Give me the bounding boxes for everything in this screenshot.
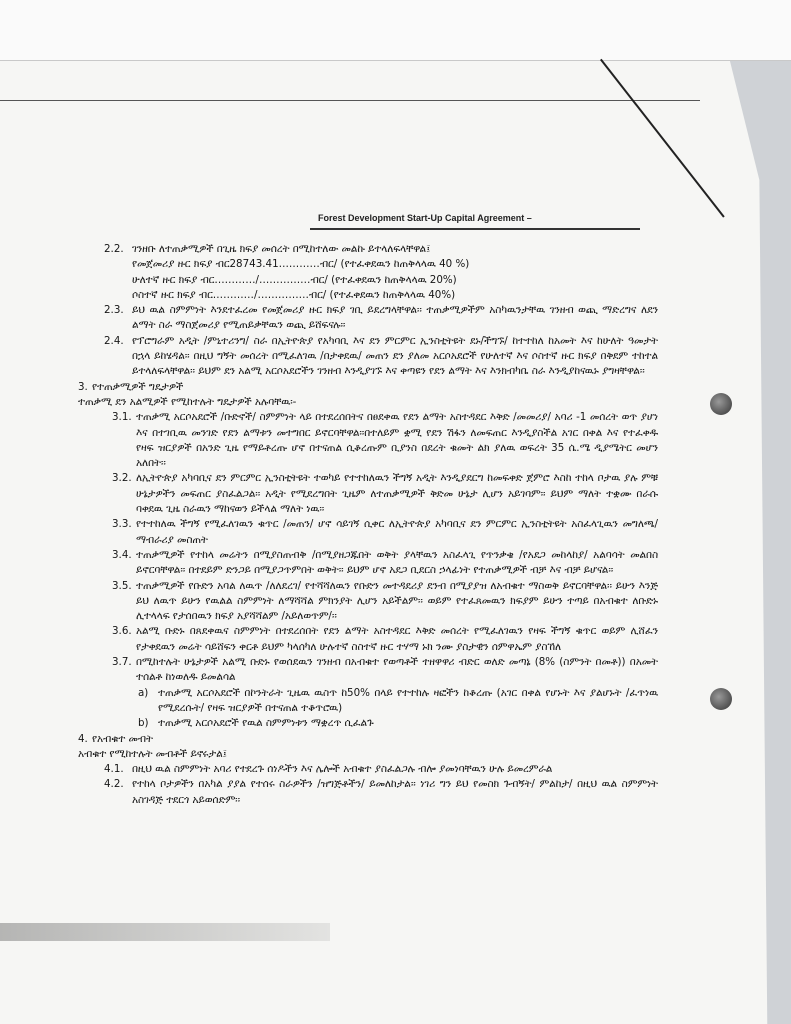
paragraph-text: በዚህ ዉል ስምምነት አባሪ የተደረጉ ሰነዶችን እና ሌሎች አብቁተ ያስፈልጋሉ ብሎ ያመነባቸዉን ሁሉ ይመረምራል: [132, 763, 553, 776]
paragraph: [78, 747, 658, 762]
paragraph-number: 3.7.: [112, 656, 132, 669]
paragraph-text: የአብቁተ መብት: [92, 732, 153, 745]
paragraph-text: ተጠቃሚ አርሶአደሮች በኮንትራት ጊዜዉ ዉስጥ ከ50% በላይ የተተከሉ ዛፎችን ከቆረጡ (አገር በቀል የሆኑት እና ያልሆኑት /ፈጥነዉ የሚደረሱት/ የዛፍ ዝርያዎች በተናጠል ተቆጥሮዉ): [158, 686, 658, 714]
paragraph: [112, 517, 658, 548]
page-fold-line: [0, 100, 700, 101]
paragraph-number: 2.3.: [104, 304, 124, 317]
agreement-body: [78, 242, 658, 808]
paragraph: [138, 716, 658, 731]
paragraph-number: 4.1.: [104, 763, 124, 776]
paragraph-text: ይህ ዉል ስምምነት እንደተፈረመ የመጀመሪያ ዙር ክፍያ ገቢ ይደረግላቸዋል፡፡ ተጠቃሚዎችም አስካዉንታቸዉ ገንዘብ ወጪ ማድረግና ለደን ልማት ስራ ማስጀመሪያ የሚጠይቃቸዉን ወጪ ይሸፍናሉ፡፡: [132, 304, 658, 332]
paragraph: [78, 395, 658, 410]
scan-smudge: [0, 923, 330, 941]
paragraph-text: ተጠቃሚዎች የቡድን አባል ለዉጥ /ለለደረገ/ የተሻሻለዉን የቡድን መተዳደሪያ ደንብ በሚያያዝ ለአብቁተ ማስወቅ ይኖርባቸዋል፡፡ ይሁን እንጅ ይህ ለዉጥ ይሁን የዉልል ስምምነት ለማሻሻል ምክንያት ሊሆን አይችልም፡፡ ወይም የተፈጸመዉን ክፍያም ይሁን ተጣይ በአብቁተ ለቡድኑ ሊተላላፍ የታሰበዉን ክፍያ አያሻሻልም /አይለወጥም/፡፡: [136, 579, 658, 623]
paragraph-text: ገንዘቡ ለተጠቃሚዎች በጊዜ ክፍያ መሰረት በሚከተለው መልኩ ይተላለፍላቸዋል፤: [132, 243, 431, 255]
punch-hole: [710, 393, 732, 415]
paragraph-text: የተተከለዉ ችግኝ የሚፈለገዉን ቁጥር /መጠን/ ሆኖ ሳይገኝ ሲቀር ለኢትዮጵያ አካባቢና ደን ምርምር ኢንስቲትዩት አስፈላጊዉን መግለጫ/ማብራሪያ መስጠት: [136, 518, 658, 546]
paragraph: [132, 288, 658, 303]
paragraph-number: 3.: [78, 380, 88, 393]
header-rule: [310, 228, 640, 230]
paragraph: [104, 762, 658, 777]
paragraph: [112, 471, 658, 517]
paragraph-text: አልሚ ቡድኑ በጸደቀዉና ስምምነት በተደረሰበት የደን ልማት አስተዳደር እቅድ መሰረት የሚፈለገዉን የዛፍ ችግኝ ቁጥር ወይም ሊሸፈን የታቀደዉን መሬት ሳይሸፍን ቀርቶ ይህም ካላሰካለ ሁሉተኛ ስስተኛ ዙር ተሃማ ኑክ ንሙ ያስታዊን ሰምዋኤም ያስኸለ: [136, 625, 658, 653]
folded-page-edge: [0, 0, 791, 61]
paragraph: [112, 655, 658, 686]
paragraph-number: 3.5.: [112, 579, 132, 592]
paragraph-text: የፕሮግራም አዲት /ምኒተሪንግ/ ስራ በኢትዮጵያ የአካባቢ እና ደን ምርምር ኢንስቲትዩት ደኑ/ችግኙ/ ከተተከለ ከአመት እና ከሁለት ዓመታት በኋላ ይከሄዳል፡፡ በዚህ ግኝት መሰረት በሚፈለገዉ /በታቀደዉ/ መጠን ደን ያለመ አርሶአደሮች የሁለተኛ እና ሶስተኛ ዙር ክፍያ በቅደም ተከተል ይተላለፍላቸዋል፡፡ ይህም ደን አልሚ አርሶአደሮችን ገንዘብ እንዲያገኙ እና ቀጣዩን የደን ልማት እና እንክብካቤ ስራ እንዲያከናዉኑ ያግዛቸዋል፡፡: [132, 334, 658, 378]
paragraph-text: አብቁተ የሚከተሉት መብቶች ይኖሩታል፤: [78, 747, 227, 760]
paragraph: [112, 579, 658, 625]
paragraph-number: 3.6.: [112, 625, 132, 638]
paragraph: [104, 777, 658, 808]
paragraph-number: 3.2.: [112, 472, 132, 485]
paragraph-number: 3.4.: [112, 548, 132, 561]
paragraph: [112, 624, 658, 655]
paragraph: [104, 334, 658, 380]
punch-hole: [710, 688, 732, 710]
paragraph-number: 4.2.: [104, 778, 124, 791]
paragraph-text: ተጠቃሚ ደን አልሚዎች የሚከተሉት ግዴታዎች አሉባቸዉ፡-: [78, 395, 297, 408]
paragraph-number: 3.3.: [112, 518, 132, 531]
paragraph: [138, 686, 658, 717]
paragraph: [132, 257, 658, 272]
paragraph-text: ተጠቃሚ አርሶአደሮች /ቡድኖች/ ስምምነት ላይ በተደረሰበትና በፀደቀዉ የደን ልማት አስተዳደር እቅድ /መመሪያ/ አባሪ -1 መሰረት ወጥ ያሆነ እና በተገቢዉ መንገድ የደን ልማቱን መተግበር ይኖርባቸዋል፡፡በተለይም ቋሚ የደን ሽፋን ለመፍጠር እንዲያስችል አገር በቀል እና የተፈቀዱ የዛፍ ዝርያዎች በአንድ ጊዜ የማይቶረጡ ሆኖ በተናጠል ሲቆረጡም ቢያንስ በደረት ቁመት ልክ ያለዉ ወፍረት 35 ሴ.ሜ ዲያሜትር መሆን አለበት፡፡: [136, 411, 658, 470]
paragraph: [78, 380, 658, 395]
paragraph: [112, 548, 658, 579]
paragraph-number: a): [138, 686, 149, 699]
paragraph-text: ሶስተኛ ዙር ክፍያ ብር…………/……………ብር/ (የተፈቀደዉን ከጠቅላላዉ 40%): [132, 288, 456, 301]
paragraph-number: 3.1.: [112, 411, 132, 424]
paragraph-number: 2.4.: [104, 334, 124, 347]
paragraph: [112, 410, 658, 471]
paragraph-text: ተጠቃሚ አርሶአደሮች የዉል ስምምነቱን ማቋረጥ ሲፈልጉ: [158, 717, 374, 730]
paragraph-number: 2.2.: [104, 243, 124, 255]
paragraph-text: የተከላ ቦታዎችን በአካል ያያል የተሰሩ ስራዎችን /ዝግጅቶችን/ ይመለከታል፡፡ ነገሪ ግን ይህ የመስክ ጉብኝት/ ምልከታ/ በዚህ ዉል ስምምነት አስገዳጅ ተደርጎ አይወሰድም፡፡: [132, 778, 658, 806]
paragraph-number: 4.: [78, 732, 88, 745]
paragraph-text: ተጠቃሚዎች የተከላ መሬትን በሚያስጠብቅ /በሚያዘጋጁበት ወቅት ያላቸዉን አስፈላጊ የጥንቃቄ /የአደጋ መከላከያ/ አልባሳት መልበስ ይኖርባቸዋል፡፡ በተደይም ድንጋይ በሚያጋጥምበት ወቅት፡፡ ይህም ሆኖ አደጋ ቢደርስ ኃላፊነት የተጠቃሚዎች ብቻ እና ብቻ ይሆናል፡፡: [136, 548, 658, 577]
paragraph-text: በሚከተሉት ሁኔታዎች አልሚ ቡድኑ የወሰደዉን ገንዘብ በአብቁተ የወጣቶች ተዘዋዋሪ ብድር ወለድ መጣኔ (8% (ስምንት በመቶ)) በአመት ተሰልቶ ከነወለዱ ይመልሳል: [136, 656, 658, 684]
paragraph: [104, 303, 658, 334]
paragraph-text: ለኢትዮጵያ አካባቢና ደን ምርምር ኢንስቲትዩት ተወካይ የተተከለዉን ችግኝ አዲት እንዲያደርግ ከመፍቀድ ጀምሮ እስከ ተከላ ቦታዉ ያሉ ምቹ ሁኔታዎችን መፍጠር ያስፈልጋል፡፡ አዲት የሚደረግበት ጊዜም ለተጠቃሚዎች ቅድመ ሁኔታ ሊሆን አይገባም፡፡ ይህም ማለት ተቋሙ በራሱ ባቀደዉ ጊዜ ስራዉን ማከናወን ይችላል ማለት ነዉ፡፡: [136, 472, 658, 516]
paragraph-text: የመጀመሪያ ዙር ክፍያ ብር28743.41…………ብር/ (የተፈቀደዉን ከጠቅላላዉ 40 %): [132, 258, 470, 271]
paragraph: [132, 273, 658, 288]
paragraph: [78, 732, 658, 747]
paragraph-number: b): [138, 717, 149, 730]
paragraph: [104, 242, 658, 257]
paragraph-text: የተጠቃሚዎች ግዴታዎች: [92, 380, 184, 393]
agreement-header-title: Forest Development Start-Up Capital Agreement –: [318, 213, 532, 223]
paragraph-text: ሁለተኛ ዙር ክፍያ ብር…………/……………ብር/ (የተፈቀደዉን ከጠቅላላዉ 20%): [132, 273, 457, 286]
